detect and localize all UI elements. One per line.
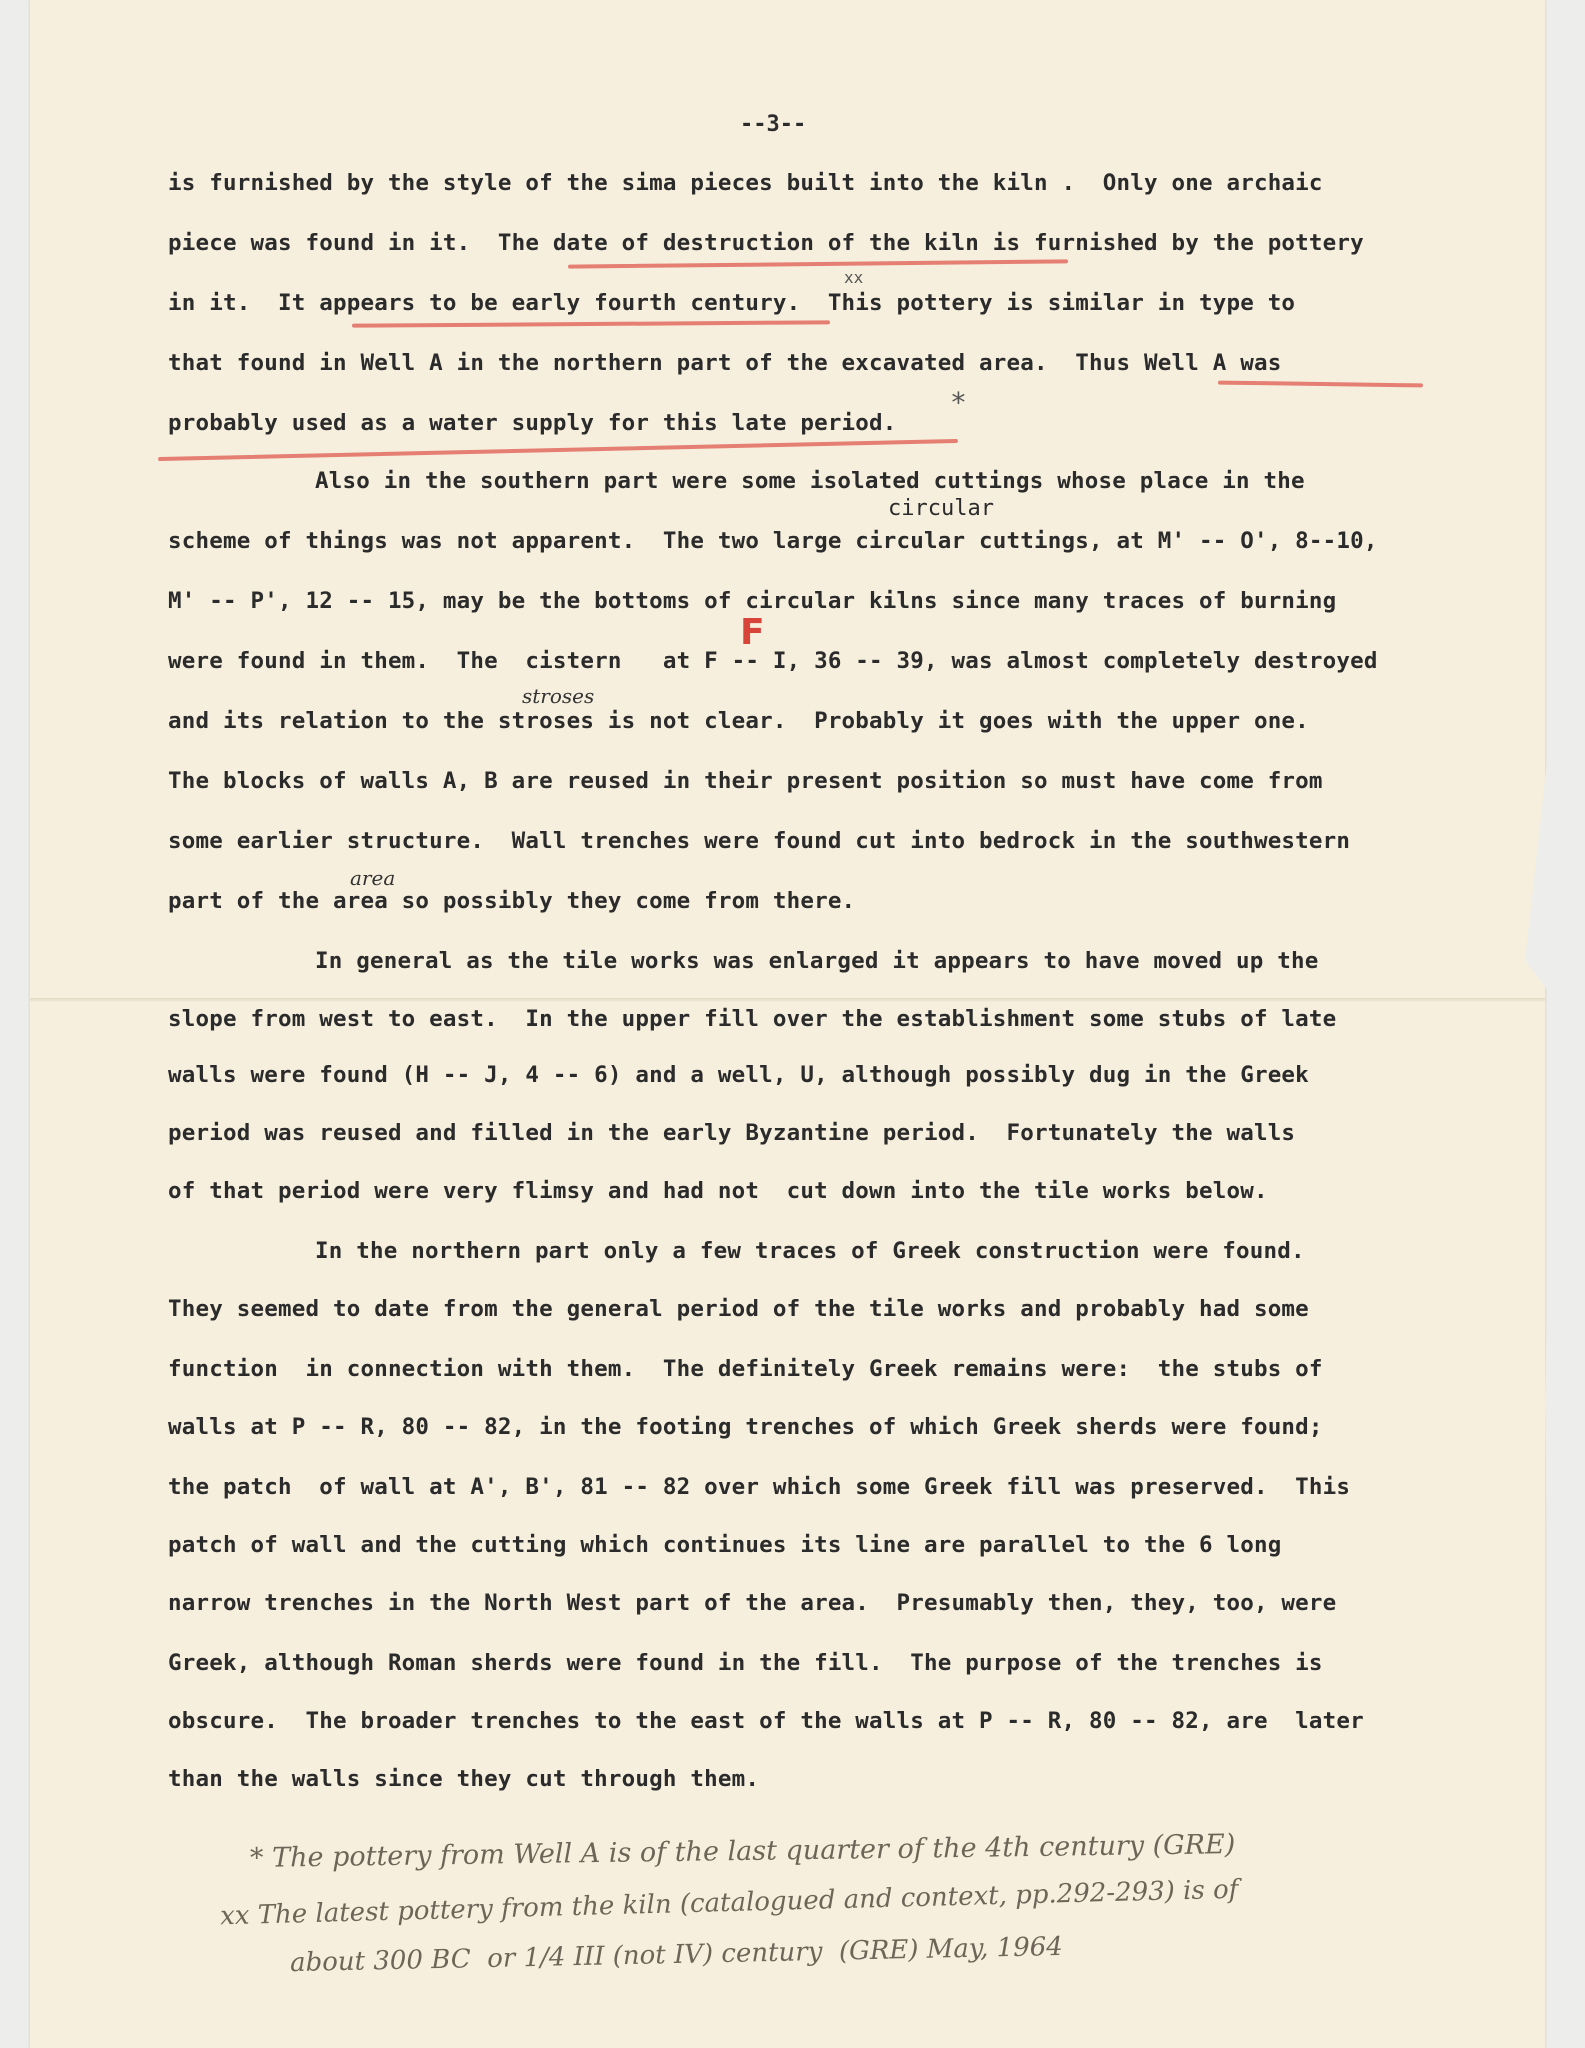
text-line: In the northern part only a few traces of Greek construction were found.: [315, 1238, 1305, 1264]
page-fold: [30, 998, 1545, 1002]
text-line: They seemed to date from the general period of the tile works and probably had some: [168, 1296, 1309, 1322]
handwritten-footnote: * The pottery from Well A is of the last quarter of the 4th century (GRE): [249, 1829, 1236, 1874]
text-line: slope from west to east. In the upper fill over the establishment some stubs of late: [168, 1006, 1337, 1032]
text-line: walls were found (H -- J, 4 -- 6) and a well, U, although possibly dug in the Greek: [168, 1062, 1309, 1088]
handwritten-correction: stroses: [522, 684, 595, 708]
text-line: some earlier structure. Wall trenches were found cut into bedrock in the southwestern: [168, 828, 1351, 854]
handwritten-footnote: about 300 BC or 1/4 III (not IV) century (GRE) May, 1964: [289, 1931, 1064, 1979]
text-line: part of the area so possibly they come from there.: [168, 888, 856, 914]
text-line: obscure. The broader trenches to the east of the walls at P -- R, 80 -- 82, are later: [168, 1708, 1364, 1734]
handwritten-footnote: xx The latest pottery from the kiln (catalogued and context, pp.292-293) is of: [219, 1874, 1239, 1932]
text-line: Also in the southern part were some isolated cuttings whose place in the: [315, 468, 1305, 494]
page-number: --3--: [740, 112, 807, 137]
text-line: narrow trenches in the North West part of the area. Presumably then, they, too, were: [168, 1590, 1337, 1616]
text-line: than the walls since they cut through them.: [168, 1766, 760, 1792]
text-line: M' -- P', 12 -- 15, may be the bottoms of circular kilns since many traces of burning: [168, 588, 1337, 614]
handwritten-correction: area: [350, 866, 396, 890]
xx-mark: xx: [844, 268, 864, 287]
text-line: scheme of things was not apparent. The two large circular cuttings, at M' -- O', 8--10,: [168, 528, 1378, 554]
text-line: The blocks of walls A, B are reused in their present position so must have come from: [168, 768, 1323, 794]
text-line: were found in them. The cistern at F -- I, 36 -- 39, was almost completely destroyed: [168, 648, 1378, 674]
text-line: Greek, although Roman sherds were found in the fill. The purpose of the trenches is: [168, 1650, 1323, 1676]
text-line: patch of wall and the cutting which continues its line are parallel to the 6 long: [168, 1532, 1282, 1558]
text-line: the patch of wall at A', B', 81 -- 82 over which some Greek fill was preserved. This: [168, 1474, 1351, 1500]
text-line: period was reused and filled in the early Byzantine period. Fortunately the walls: [168, 1120, 1296, 1146]
text-line: and its relation to the stroses is not clear. Probably it goes with the upper one.: [168, 708, 1309, 734]
text-line: function in connection with them. The definitely Greek remains were: the stubs of: [168, 1356, 1323, 1382]
text-line: piece was found in it. The date of destruction of the kiln is furnished by the pottery: [168, 230, 1364, 256]
asterisk-mark: *: [950, 386, 967, 419]
text-line: probably used as a water supply for this late period.: [168, 410, 897, 436]
text-line: that found in Well A in the northern part of the excavated area. Thus Well A was: [168, 350, 1282, 376]
text-line: in it. It appears to be early fourth century. This pottery is similar in type to: [168, 290, 1296, 316]
text-line: walls at P -- R, 80 -- 82, in the footing trenches of which Greek sherds were found;: [168, 1414, 1323, 1440]
interlinear-correction: circular: [888, 496, 994, 521]
text-line: is furnished by the style of the sima pieces built into the kiln . Only one archaic: [168, 170, 1323, 196]
text-line: of that period were very flimsy and had not cut down into the tile works below.: [168, 1178, 1268, 1204]
text-line: In general as the tile works was enlarged it appears to have moved up the: [315, 948, 1319, 974]
red-correction: F: [740, 612, 765, 653]
